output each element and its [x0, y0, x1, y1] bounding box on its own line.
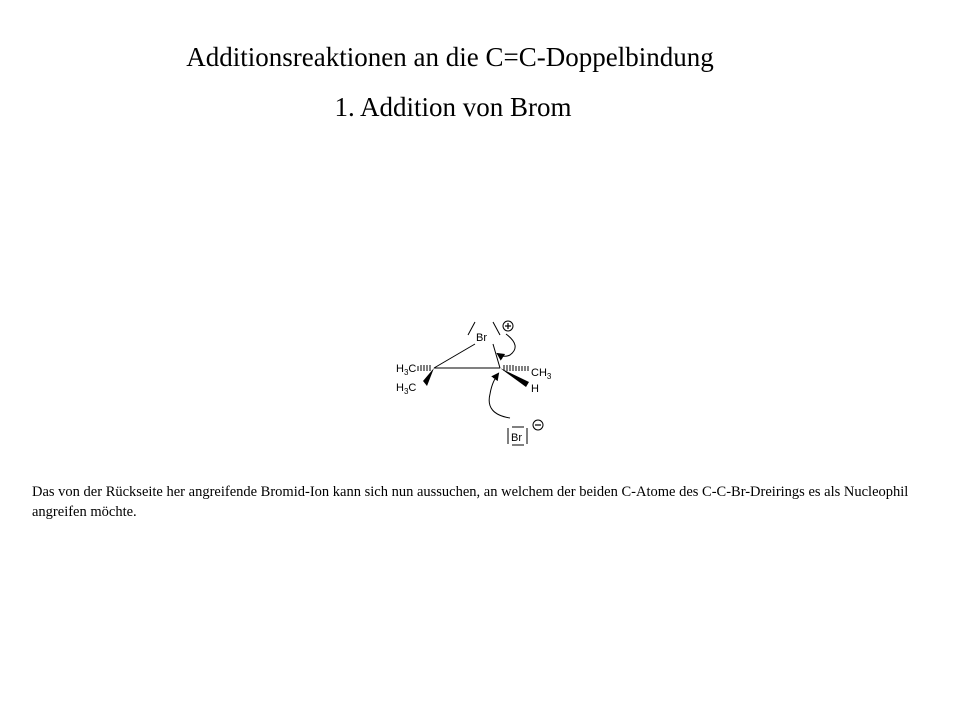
bromonium-label: Br	[476, 332, 487, 344]
right-top-methyl: $CH_3$	[531, 367, 552, 381]
right-hydrogen: H	[531, 383, 539, 395]
left-hashed-bond	[418, 365, 430, 371]
left-top-methyl: $H_3C$	[396, 363, 417, 377]
page-title: Additionsreaktionen an die C=C-Doppelbindung	[186, 42, 714, 72]
negative-charge	[533, 420, 543, 430]
curved-arrow-bromide-attack	[489, 374, 510, 418]
curved-arrow-bond-to-br	[498, 334, 515, 356]
positive-charge	[503, 321, 513, 331]
bromonium-ion-diagram	[380, 310, 580, 460]
ring-bond-right	[493, 344, 500, 368]
lone-pair-right	[493, 322, 500, 335]
left-bottom-methyl: $H_3C$	[396, 382, 417, 396]
ring-bond-left	[434, 344, 475, 368]
lone-pair-left	[468, 322, 475, 335]
explanation-text: Das von der Rückseite her angreifende Bromid-Ion kann sich nun aussuchen, an welchem der beiden C-Atome des C-C-Br-Dreirings es als Nucleophil angreifen möchte.	[32, 484, 909, 520]
left-wedge-bond	[423, 368, 434, 386]
page-subtitle: 1. Addition von Brom	[334, 92, 572, 122]
right-hashed-bond	[504, 365, 528, 371]
bromide-label: Br	[511, 432, 522, 444]
